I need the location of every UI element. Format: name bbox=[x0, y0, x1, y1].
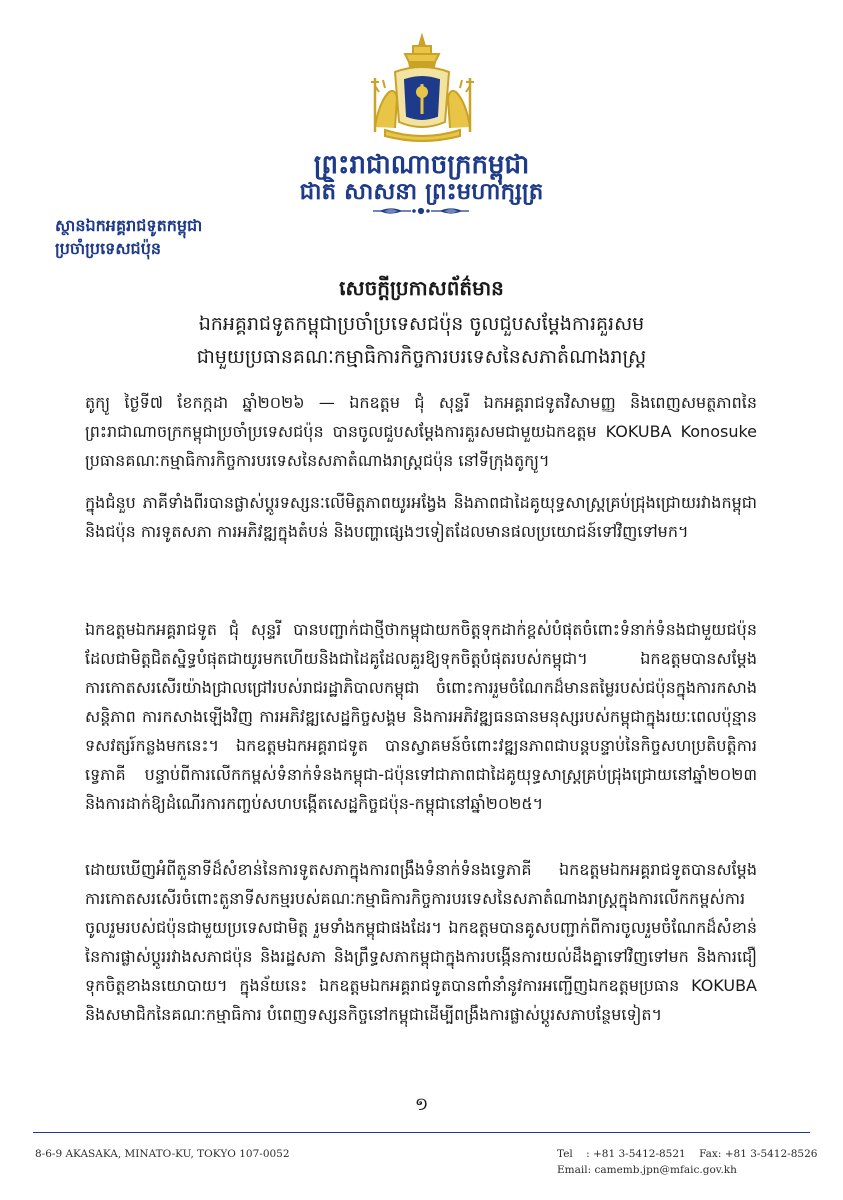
tel-label: Tel bbox=[557, 1148, 573, 1160]
paragraph-4 bbox=[85, 855, 757, 1029]
email-label: Email: bbox=[557, 1164, 592, 1176]
paragraph-text: ឯកឧត្តមឯកអគ្គរាជទូត ជុំ សុន្ទរី បានបញ្ជាក់ជាថ្មីថាកម្ពុជាយកចិត្តទុកដាក់ខ្ពស់បំផុតចំពោះទំនាក់ទំនងជាមួយជប៉ុន ដែលជាមិត្តជិតស្និទ្ធបំផុតជាយូរមកហើយនិងជាដៃគូដែលគួរឱ្យទុកចិត្តបំផុតរបស់កម្ពុជា។ ឯកឧត្តមបានសម្តែងការកោតសរសើរយ៉ាងជ្រាលជ្រៅរបស់រាជរដ្ឋាភិបាលកម្ពុជា ចំពោះការរួមចំណែកដ៏មានតម្លៃរបស់ជប៉ុនក្នុងការកសាងសន្តិភាព ការកសាងឡើងវិញ ការអភិវឌ្ឍសេដ្ឋកិច្ចសង្គម និងការអភិវឌ្ឍធនធានមនុស្សរបស់កម្ពុជាក្នុងរយៈពេលប៉ុន្មានទសវត្សរ៍កន្លងមកនេះ។ ឯកឧត្តមឯកអគ្គរាជទូត បានស្វាគមន៍ចំពោះវឌ្ឍនភាពជាបន្តបន្ទាប់នៃកិច្ចសហប្រតិបត្តិការទ្វេភាគី បន្ទាប់ពីការលើកកម្ពស់ទំនាក់ទំនងកម្ពុជា-ជប៉ុនទៅជាភាពជាដៃគូយុទ្ធសាស្ត្រគ្រប់ជ្រុងជ្រោយនៅឆ្នាំ២០២៣ និងការដាក់ឱ្យដំណើរការកញ្ចប់សហបង្កើតសេដ្ឋកិច្ចជប៉ុន-កម្ពុជានៅឆ្នាំ២០២៥។ bbox=[85, 620, 757, 813]
document-title: សេចក្តីប្រកាសព័ត៌មាន bbox=[339, 276, 504, 300]
embassy-location: ប្រចាំប្រទេសជប៉ុន bbox=[55, 239, 162, 258]
paragraph-text: ក្នុងជំនួប ភាគីទាំងពីរបានផ្លាស់ប្តូរទស្សនៈលើមិត្តភាពយូរអង្វែង និងភាពជាដៃគូយុទ្ធសាស្ត្រគ្រប់ជ្រុងជ្រោយរវាងកម្ពុជានិងជប៉ុន ការទូតសភា ការអភិវឌ្ឍក្នុងតំបន់ និងបញ្ហាផ្សេងៗទៀតដែលមានផលប្រយោជន៍ទៅវិញទៅមក។ bbox=[85, 493, 757, 541]
paragraph-text: តូក្យូ ថ្ងៃទី៧ ខែកក្កដា ឆ្នាំ២០២៦ — ឯកឧត្តម ជុំ សុន្ទរី ឯកអគ្គរាជទូតវិសាមញ្ញ និងពេញសមត្ថភាពនៃព្រះរាជាណាចក្រកម្ពុជាប្រចាំប្រទេសជប៉ុន បានចូលជួបសម្តែងការគួរសមជាមួយឯកឧត្តម KOKUBA Konosuke ប្រធានគណៈកម្មាធិការកិច្ចការបរទេសនៃសភាតំណាងរាស្ត្រជប៉ុន នៅទីក្រុងតូក្យូ។ bbox=[85, 393, 757, 470]
footer-contact bbox=[557, 1146, 817, 1178]
page-number: ១ bbox=[414, 1094, 429, 1115]
footer-address: 8-6-9 AKASAKA, MINATO-KU, TOKYO 107-0052 bbox=[35, 1148, 290, 1160]
paragraph-3 bbox=[85, 615, 757, 818]
paragraph-2 bbox=[85, 488, 757, 546]
paragraph-1 bbox=[85, 388, 757, 475]
royal-coat-of-arms-emblem bbox=[365, 32, 480, 144]
tel-number: : +81 3-5412-8521 bbox=[586, 1148, 686, 1160]
document-subtitle-line1: ឯកអគ្គរាជទូតកម្ពុជាប្រចាំប្រទេសជប៉ុន ចូលជួបសម្តែងការគួរសម bbox=[198, 313, 645, 335]
kingdom-name: ព្រះរាជាណាចក្រកម្ពុជា bbox=[313, 150, 530, 180]
embassy-name: ស្ថានឯកអគ្គរាជទូតកម្ពុជា bbox=[55, 216, 203, 235]
national-motto: ជាតិ សាសនា ព្រះមហាក្សត្រ bbox=[299, 178, 544, 205]
paragraph-text: ដោយឃើញអំពីតួនាទីដ៏សំខាន់នៃការទូតសភាក្នុងការពង្រឹងទំនាក់ទំនងទ្វេភាគី ឯកឧត្តមឯកអគ្គរាជទូតបានសម្តែងការកោតសរសើរចំពោះតួនាទីសកម្មរបស់គណៈកម្មាធិការកិច្ចការបរទេសនៃសភាតំណាងរាស្ត្រក្នុងការលើកកម្ពស់ការចូលរួមរបស់ជប៉ុនជាមួយប្រទេសជាមិត្ត រួមទាំងកម្ពុជាផងដែរ។ ឯកឧត្តមបានគូសបញ្ជាក់ពីការចូលរួមចំណែកដ៏សំខាន់នៃការផ្លាស់ប្តូររវាងសភាជប៉ុន និងរដ្ឋសភា និងព្រឹទ្ធសភាកម្ពុជាក្នុងការបង្កើនការយល់ដឹងគ្នាទៅវិញទៅមក និងការជឿទុកចិត្តខាងនយោបាយ។ ក្នុងន័យនេះ ឯកឧត្តមឯកអគ្គរាជទូតបានពាំនាំនូវការអញ្ជើញឯកឧត្តមប្រធាន KOKUBA និងសមាជិកនៃគណៈកម្មាធិការ បំពេញទស្សនកិច្ចនៅកម្ពុជាដើម្បីពង្រឹងការផ្លាស់ប្តូរសភាបន្ថែមទៀត។ bbox=[85, 860, 757, 1024]
email-address: camemb.jpn@mfaic.gov.kh bbox=[594, 1164, 737, 1176]
fax-label: Fax: bbox=[699, 1148, 722, 1160]
ornamental-divider bbox=[371, 206, 471, 216]
footer-divider bbox=[33, 1132, 810, 1133]
document-subtitle-line2: ជាមួយប្រធានគណៈកម្មាធិការកិច្ចការបរទេសនៃសភាតំណាងរាស្ត្រ bbox=[196, 346, 647, 368]
fax-number: +81 3-5412-8526 bbox=[724, 1148, 818, 1160]
